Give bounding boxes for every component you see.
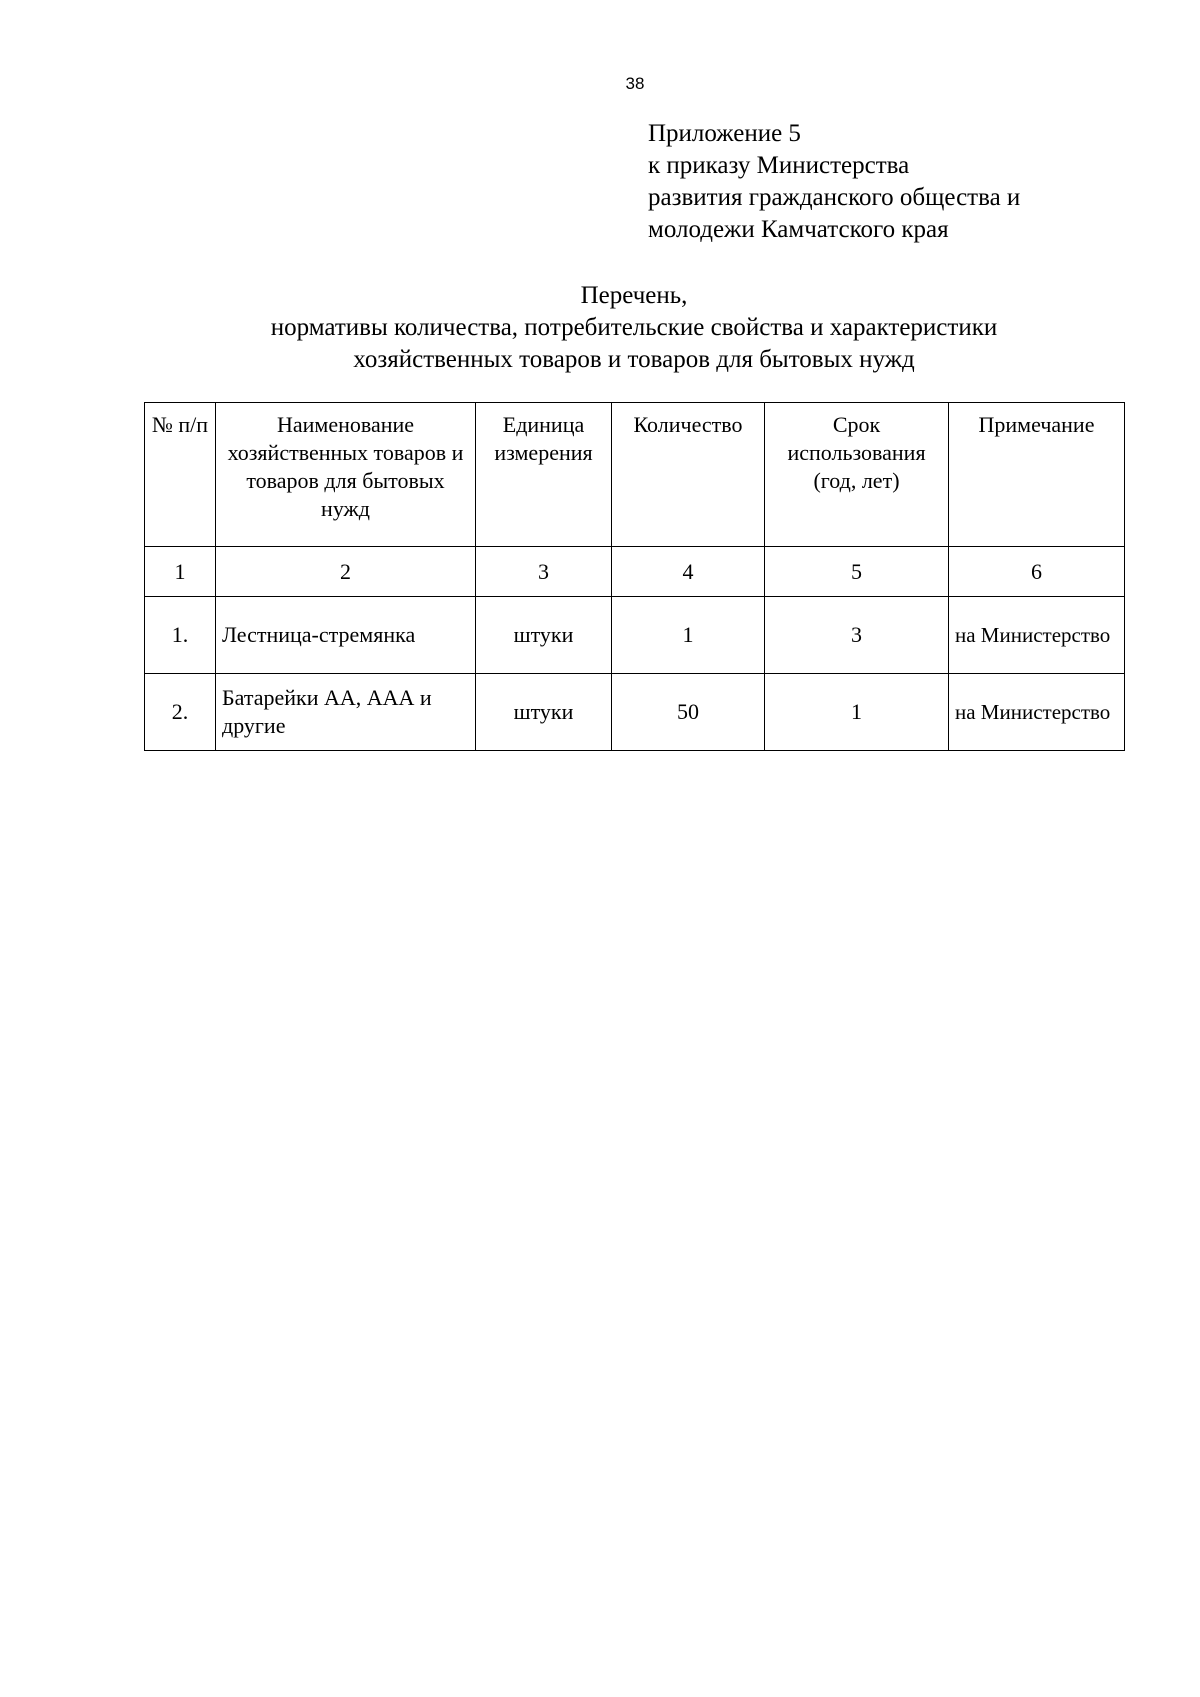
header-number: № п/п	[145, 403, 216, 547]
document-title	[144, 280, 1124, 376]
row-term: 3	[765, 597, 949, 674]
appendix-block	[648, 118, 1168, 246]
header-quantity: Количество	[612, 403, 765, 547]
goods-table	[144, 402, 1125, 751]
row-term: 1	[765, 674, 949, 751]
appendix-line: к приказу Министерства	[648, 152, 910, 179]
header-note: Примечание	[949, 403, 1125, 547]
column-number-row	[145, 547, 1125, 597]
row-note: на Министерство	[949, 597, 1125, 674]
title-line: нормативы количества, потребительские свойства и характеристики	[270, 314, 998, 341]
column-number: 4	[612, 547, 765, 597]
row-quantity: 50	[612, 674, 765, 751]
row-note: на Министерство	[949, 674, 1125, 751]
column-number: 5	[765, 547, 949, 597]
table-row	[145, 597, 1125, 674]
row-name: Батарейки АА, ААА и другие	[216, 674, 476, 751]
column-number: 1	[145, 547, 216, 597]
row-quantity: 1	[612, 597, 765, 674]
appendix-line: молодежи Камчатского края	[648, 216, 949, 243]
table-row	[145, 674, 1125, 751]
row-unit: штуки	[476, 674, 612, 751]
appendix-line: Приложение 5	[648, 120, 801, 147]
header-name: Наименование хозяйственных товаров и товаров для бытовых нужд	[216, 403, 476, 547]
row-number: 1.	[145, 597, 216, 674]
row-number: 2.	[145, 674, 216, 751]
column-number: 6	[949, 547, 1125, 597]
column-number: 3	[476, 547, 612, 597]
header-term: Срок использования (год, лет)	[765, 403, 949, 547]
row-unit: штуки	[476, 597, 612, 674]
row-name: Лестница-стремянка	[216, 597, 476, 674]
page-number: 38	[625, 74, 645, 93]
column-number: 2	[216, 547, 476, 597]
title-line: Перечень,	[580, 282, 688, 309]
goods-table-container	[144, 402, 1124, 751]
appendix-line: развития гражданского общества и	[648, 184, 1021, 211]
table-header-row	[145, 403, 1125, 547]
header-unit: Единица измерения	[476, 403, 612, 547]
title-line: хозяйственных товаров и товаров для бытовых нужд	[353, 346, 915, 373]
